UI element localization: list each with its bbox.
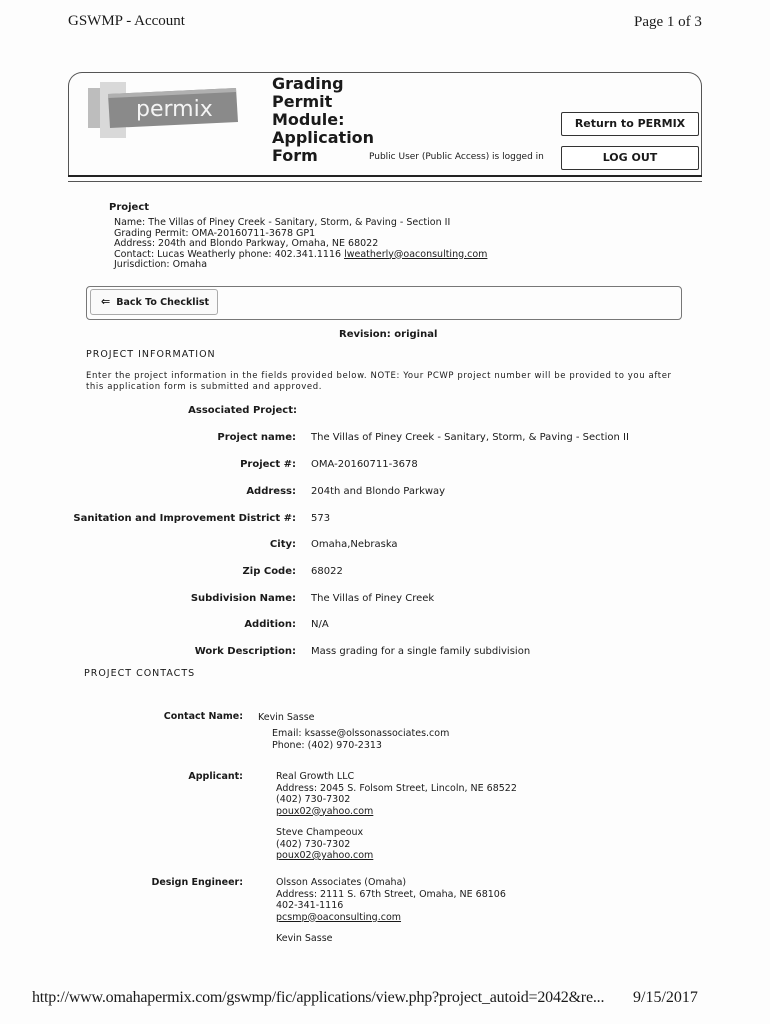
- project-information-intro: Enter the project information in the fields provided below. NOTE: Your PCWP project number will be provided to you after this application form is submitted and approved.: [86, 371, 672, 392]
- login-status: Public User (Public Access) is logged in: [369, 152, 544, 162]
- applicant-address: Address: 2045 S. Folsom Street, Lincoln, NE 68522: [276, 782, 517, 794]
- header-divider: [68, 175, 702, 182]
- return-to-permix-button[interactable]: Return to PERMIX: [561, 112, 699, 136]
- addition-label: Addition:: [244, 619, 296, 630]
- revision-label: Revision: original: [339, 329, 438, 340]
- project-name-value: The Villas of Piney Creek - Sanitary, Storm, & Paving - Section II: [311, 432, 629, 443]
- print-header-title: GSWMP - Account: [68, 13, 185, 29]
- spacer: [276, 923, 506, 933]
- applicant-person-email-link[interactable]: poux02@yahoo.com: [276, 850, 374, 861]
- contact-name-details: [272, 728, 449, 751]
- summary-contact-email-link[interactable]: lweatherly@oaconsulting.com: [344, 248, 488, 260]
- city-value: Omaha,Nebraska: [311, 539, 398, 550]
- summary-address: Address: 204th and Blondo Parkway, Omaha, NE 68022: [114, 238, 379, 249]
- permix-logo[interactable]: [86, 78, 246, 142]
- design-engineer-phone: 402-341-1116: [276, 900, 344, 911]
- print-footer-date: 9/15/2017: [633, 989, 698, 1006]
- module-title-line: Grading: [272, 74, 344, 93]
- applicant-label: Applicant:: [188, 771, 243, 782]
- applicant-person-phone: (402) 730-7302: [276, 838, 351, 850]
- design-engineer-address: Address: 2111 S. 67th Street, Omaha, NE 68106: [276, 888, 506, 900]
- project-information-heading: PROJECT INFORMATION: [86, 349, 216, 360]
- design-engineer-person: Kevin Sasse: [276, 933, 333, 944]
- address-label: Address:: [246, 486, 296, 497]
- work-description-label: Work Description:: [194, 646, 296, 657]
- design-engineer-email-link[interactable]: pcsmp@oaconsulting.com: [276, 911, 402, 923]
- module-title-line: Form: [272, 146, 318, 165]
- contact-email: Email: ksasse@olssonassociates.com: [272, 728, 450, 739]
- project-summary: [114, 218, 487, 271]
- summary-name: Name: The Villas of Piney Creek - Sanitary, Storm, & Paving - Section II: [114, 217, 451, 228]
- back-to-checklist-button[interactable]: [90, 289, 218, 315]
- zip-code-label: Zip Code:: [242, 566, 296, 577]
- addition-value: N/A: [311, 619, 329, 630]
- logo-text: permix: [136, 97, 213, 122]
- page-indicator: Page 1 of 3: [634, 14, 702, 30]
- subdivision-name-value: The Villas of Piney Creek: [311, 593, 435, 604]
- summary-jurisdiction: Jurisdiction: Omaha: [114, 259, 208, 270]
- project-name-label: Project name:: [217, 432, 296, 443]
- applicant-email-link[interactable]: poux02@yahoo.com: [276, 805, 374, 817]
- associated-project-label: Associated Project:: [188, 405, 297, 416]
- back-to-checklist-label: Back To Checklist: [116, 297, 210, 308]
- zip-code-value: 68022: [311, 566, 343, 577]
- project-number-value: OMA-20160711-3678: [311, 459, 418, 470]
- module-title-line: Module:: [272, 110, 345, 129]
- summary-permit: Grading Permit: OMA-20160711-3678 GP1: [114, 227, 316, 239]
- contact-phone: Phone: (402) 970-2313: [272, 739, 382, 751]
- contact-name-value: Kevin Sasse: [258, 712, 315, 723]
- back-arrow-icon: ⇐: [101, 295, 111, 308]
- applicant-company: Real Growth LLC: [276, 771, 355, 782]
- project-number-label: Project #:: [240, 459, 296, 470]
- sid-value: 573: [311, 513, 331, 524]
- spacer: [276, 817, 517, 827]
- applicant-details: [276, 771, 517, 862]
- work-description-value: Mass grading for a single family subdivision: [311, 646, 531, 657]
- design-engineer-company: Olsson Associates (Omaha): [276, 877, 407, 888]
- applicant-phone: (402) 730-7302: [276, 794, 351, 805]
- summary-heading: Project: [109, 202, 150, 213]
- contact-name-label: Contact Name:: [163, 711, 243, 722]
- module-title-line: Permit: [272, 92, 333, 111]
- applicant-person: Steve Champeoux: [276, 827, 364, 838]
- summary-contact-text: Contact: Lucas Weatherly phone: 402.341.1116: [114, 248, 345, 260]
- city-label: City:: [269, 539, 296, 550]
- address-value: 204th and Blondo Parkway: [311, 486, 446, 497]
- design-engineer-label: Design Engineer:: [151, 877, 243, 888]
- module-title-line: Application: [272, 128, 375, 147]
- design-engineer-details: [276, 877, 506, 945]
- logout-button[interactable]: LOG OUT: [561, 146, 699, 170]
- sid-label: Sanitation and Improvement District #:: [73, 513, 296, 524]
- print-footer-url: http://www.omahapermix.com/gswmp/fic/applications/view.php?project_autoid=2042&re...: [32, 989, 605, 1006]
- subdivision-name-label: Subdivision Name:: [190, 593, 296, 604]
- project-contacts-heading: PROJECT CONTACTS: [84, 668, 196, 679]
